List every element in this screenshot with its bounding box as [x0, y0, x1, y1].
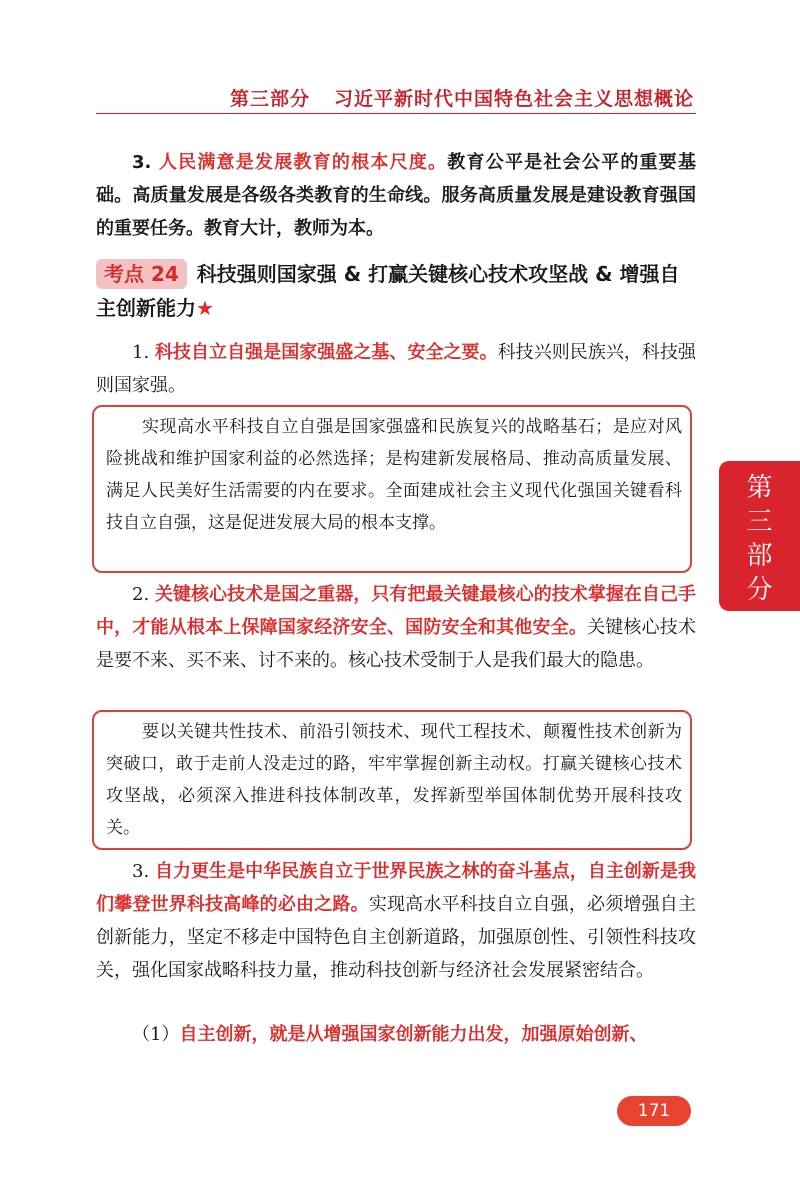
topic-badge: 考点 24 [96, 259, 187, 289]
section-side-tab [719, 461, 800, 611]
p5-number: （1） [132, 1024, 180, 1045]
header-title: 习近平新时代中国特色社会主义思想概论 [333, 88, 694, 110]
p3-text: 关键核心技术是要不来、买不来、讨不来的。核心技术受制于人是我们最大的隐患。 [96, 617, 696, 671]
topic-heading [96, 257, 696, 325]
p4-highlight: 自力更生是中华民族自立于世界民族之林的奋斗基点，自主创新是我们攀登世界科技高峰的必由之路。 [96, 861, 696, 915]
p4-number: 3. [132, 861, 150, 882]
p2-number: 1. [132, 342, 150, 363]
box1-text: 实现高水平科技自立自强是国家强盛和民族复兴的战略基石；是应对风险挑战和维护国家利益的必然选择；是构建新发展格局、推动高质量发展、满足人民美好生活需要的内在要求。全面建成社会主义现代化强国关键看科技自立自强，这是促进发展大局的根本支撑。 [106, 417, 682, 533]
p3-highlight: 关键核心技术是国之重器，只有把最关键最核心的技术掌握在自己手中，才能从根本上保障国家经济安全、国防安全和其他安全。 [96, 584, 696, 638]
p2-highlight: 科技自立自强是国家强盛之基、安全之要。 [154, 342, 498, 363]
paragraph-core-tech [96, 578, 696, 677]
side-tab-char-3: 部 [746, 541, 773, 571]
p1-text: 教育公平是社会公平的重要基础。高质量发展是各级各类教育的生命线。服务高质量发展是建设教育强国的重要任务。教育大计，教师为本。 [96, 152, 696, 239]
header-part: 第三部分 [229, 88, 310, 110]
p4-text: 实现高水平科技自立自强，必须增强自主创新能力，坚定不移走中国特色自主创新道路，加强原创性、引领性科技攻关，强化国家战略科技力量，推动科技创新与经济社会发展紧密结合。 [96, 894, 696, 981]
p3-number: 2. [132, 584, 150, 605]
note-box-2 [92, 710, 692, 850]
running-header [96, 84, 694, 112]
star-icon: ★ [196, 296, 214, 320]
page-number: 171 [617, 1096, 691, 1126]
header-rule [96, 113, 696, 114]
side-tab-char-2: 三 [746, 507, 773, 537]
note-box-1 [92, 405, 692, 573]
box2-text: 要以关键共性技术、前沿引领技术、现代工程技术、颠覆性技术创新为突破口，敢于走前人没走过的路，牢牢掌握创新主动权。打赢关键核心技术攻坚战，必须深入推进科技体制改革，发挥新型举国体制优势开展科技攻关。 [106, 722, 682, 838]
paragraph-self-reliance [96, 855, 696, 987]
paragraph-tech-selfreliance [96, 336, 696, 402]
p1-highlight: 人民满意是发展教育的根本尺度。 [158, 152, 448, 173]
paragraph-education [96, 146, 696, 245]
paragraph-innovation [96, 1018, 696, 1051]
p2-text: 科技兴则民族兴，科技强则国家强。 [96, 342, 696, 396]
side-tab-char-1: 第 [746, 473, 773, 503]
p5-highlight: 自主创新，就是从增强国家创新能力出发，加强原始创新、 [179, 1024, 648, 1045]
p1-number: 3. [132, 152, 152, 173]
topic-title: 科技强则国家强 & 打赢关键核心技术攻坚战 & 增强自主创新能力 [96, 262, 680, 320]
side-tab-char-4: 分 [746, 575, 773, 605]
